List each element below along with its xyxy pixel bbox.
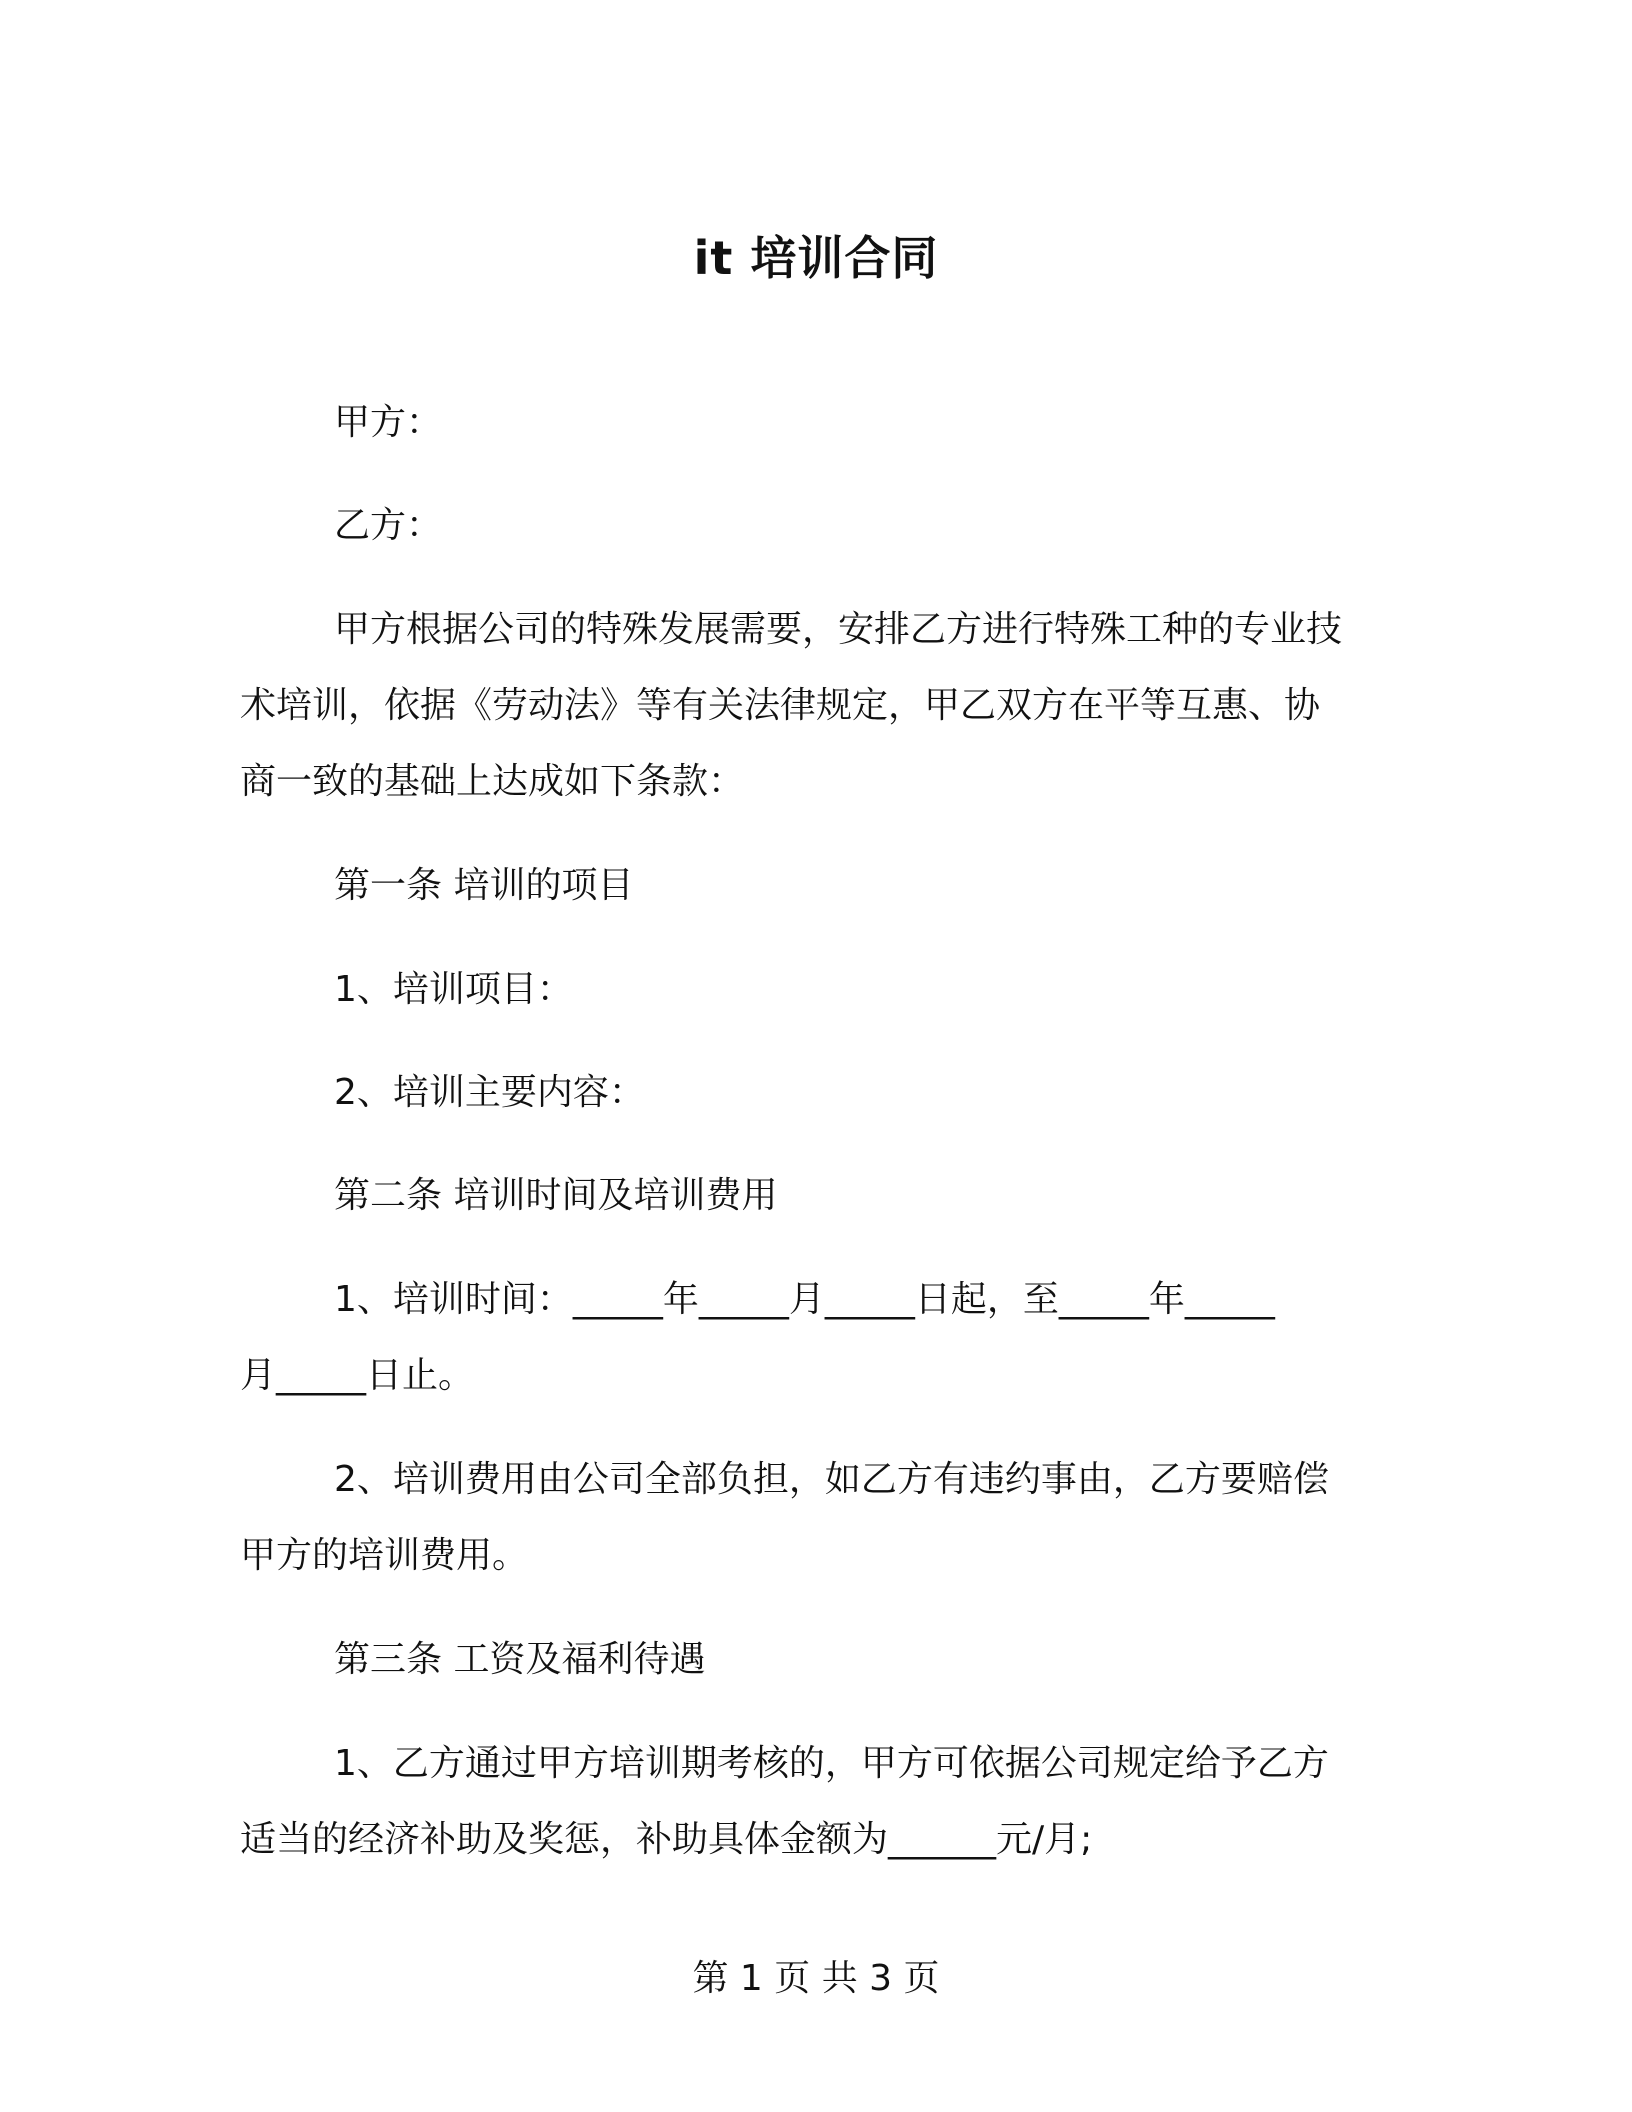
article1-item2: 2、培训主要内容：: [334, 1072, 645, 1113]
intro-line-2: 术培训，依据《劳动法》等有关法律规定，甲乙双方在平等互惠、协: [240, 685, 1321, 726]
article3-item1-line2: 适当的经济补助及奖惩，补助具体金额为______元/月;: [240, 1819, 1093, 1860]
document-title: it 培训合同: [693, 231, 939, 285]
intro-line-3: 商一致的基础上达成如下条款：: [240, 761, 745, 802]
article1-heading: 第一条 培训的项目: [334, 865, 634, 906]
article2-item1-line1: 1、培训时间：_____年_____月_____日起，至_____年_____: [334, 1279, 1275, 1320]
intro-line-1: 甲方根据公司的特殊发展需要，安排乙方进行特殊工种的专业技: [334, 609, 1343, 650]
article2-heading: 第二条 培训时间及培训费用: [334, 1175, 778, 1216]
article2-item2-line2: 甲方的培训费用。: [240, 1535, 529, 1576]
party-b-label: 乙方：: [334, 505, 443, 546]
page-footer: 第 1 页 共 3 页: [692, 1958, 940, 1999]
article1-item1: 1、培训项目：: [334, 969, 573, 1010]
article2-item1-line2: 月_____日止。: [240, 1355, 475, 1396]
article3-heading: 第三条 工资及福利待遇: [334, 1639, 706, 1680]
article3-item1-line1: 1、乙方通过甲方培训期考核的，甲方可依据公司规定给予乙方: [334, 1743, 1329, 1784]
article2-item2-line1: 2、培训费用由公司全部负担，如乙方有违约事由，乙方要赔偿: [334, 1459, 1329, 1500]
party-a-label: 甲方：: [334, 402, 443, 443]
